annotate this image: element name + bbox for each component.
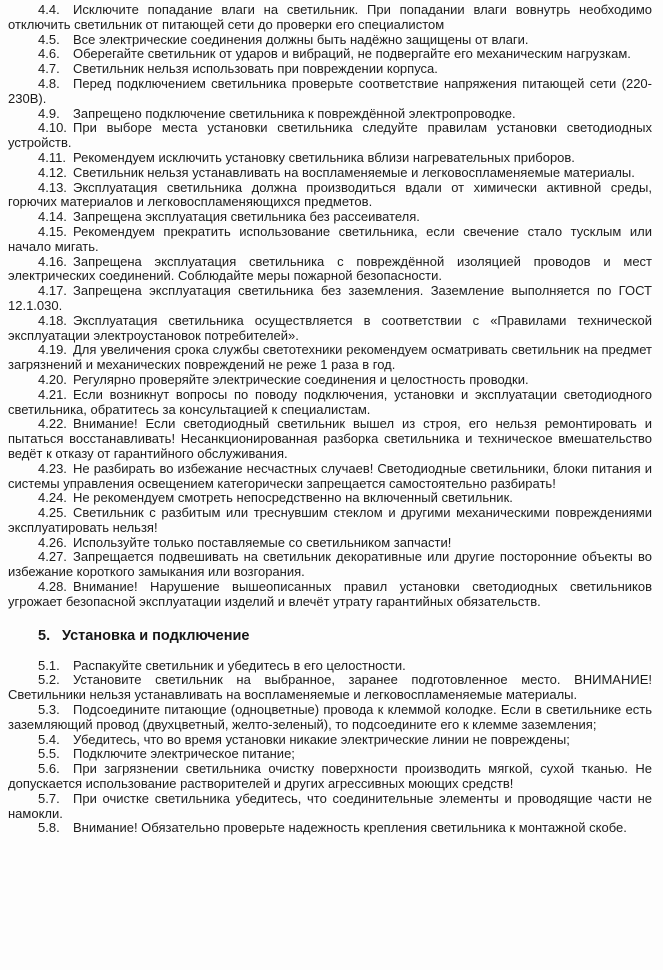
item-text: Распакуйте светильник и убедитесь в его целостности. [73,657,406,673]
instruction-item [8,33,652,48]
instruction-item [8,417,652,461]
item-text: Запрещена эксплуатация светильника без рассеивателя. [73,209,420,225]
item-text: При загрязнении светильника очистку поверхности производить мягкой, сухой тканью. Не допускается использование растворителей и других агрессивных моющих средств! [8,761,652,792]
item-text: Запрещена эксплуатация светильника с повреждённой изоляцией проводов и мест электрических соединений. Соблюдайте меры пожарной безопасности. [8,253,652,284]
item-number: 4.14. [38,209,67,225]
item-text: При очистке светильника убедитесь, что соединительные элементы и проводящие части не намокли. [8,790,652,821]
item-number: 4.22. [38,416,67,432]
item-number: 4.28. [38,579,67,595]
item-text: Используйте только поставляемые со светильником запчасти! [73,534,452,550]
item-text: Светильник с разбитым или треснувшим стеклом и другими механическими повреждениями эксплуатировать нельзя! [8,505,652,535]
instruction-item [8,747,652,762]
section-5-items [8,659,652,837]
item-number: 4.8. [38,75,60,91]
item-number: 4.17. [38,283,67,299]
item-text: Внимание! Обязательно проверьте надежность крепления светильника к монтажной скобе. [73,820,627,836]
item-text: Внимание! Нарушение вышеописанных правил установки светодиодных светильников угрожает безопасной эксплуатации изделий и влечёт утрату гарантийных обязательств. [8,579,652,609]
item-text: Не рекомендуем смотреть непосредственно на включенный светильник. [73,490,513,506]
instruction-item [8,388,652,418]
instruction-item [8,703,652,733]
instruction-item [8,462,652,492]
instruction-item [8,210,652,225]
item-number: 5.1. [38,657,60,673]
item-number: 4.20. [38,371,67,387]
item-text: Подключите электрическое питание; [73,746,295,762]
item-text: Запрещена эксплуатация светильника без заземления. Заземление выполняется по ГОСТ 12.1.030. [8,283,652,313]
section-5-title: Установка и подключение [62,627,250,644]
item-number: 4.27. [38,549,67,565]
item-text: Рекомендуем прекратить использование светильника, если свечение стало тусклым или начало мигать. [8,223,652,254]
instruction-item [8,314,652,344]
item-number: 4.12. [38,164,67,180]
instruction-item [8,550,652,580]
instruction-item [8,733,652,748]
instruction-item [8,792,652,822]
instruction-item [8,373,652,388]
section-5-heading [8,627,652,645]
instruction-item [8,343,652,373]
item-number: 4.18. [38,312,67,328]
item-text: При выборе места установки светильника следуйте правилам установки светодиодных устройств. [8,120,652,151]
instruction-item [8,491,652,506]
instruction-item [8,166,652,181]
item-number: 4.21. [38,386,67,402]
instruction-item [8,151,652,166]
section-5-number: 5. [38,627,51,644]
item-number: 5.8. [38,820,60,836]
item-number: 4.13. [38,179,67,195]
instruction-item [8,3,652,33]
item-text: Для увеличения срока службы светотехники рекомендуем осматривать светильник на предмет загрязнений и механических повреждений не реже 1 раза в год. [8,342,652,373]
item-number: 4.19. [38,342,67,358]
item-number: 4.6. [38,46,60,62]
item-text: Установите светильник на выбранное, заранее подготовленное место. ВНИМАНИЕ! Светильники нельзя устанавливать на воспламеняемые и легковоспламеняемые материалы. [8,672,652,703]
instruction-item [8,121,652,151]
instruction-item [8,62,652,77]
item-text: Светильник нельзя устанавливать на воспламеняемые и легковоспламеняемые материалы. [73,164,635,180]
item-text: Эксплуатация светильника должна производиться вдали от химически активной среды, горючих материалов и легковоспламеняющихся предметов. [8,179,652,210]
item-number: 4.26. [38,534,67,550]
item-text: Запрещается подвешивать на светильник декоративные или другие посторонние объекты во избежание короткого замыкания или возгорания. [8,549,652,580]
item-number: 4.5. [38,31,60,47]
item-text: Убедитесь, что во время установки никакие электрические линии не повреждены; [73,731,570,747]
instruction-item [8,821,652,836]
instruction-item [8,107,652,122]
item-text: Подсоедините питающие (одноцветные) провода к клеммой колодке. Если в светильнике есть заземляющий провод (двухцветный, желто-зеленый), то подсоедините его к клемме заземления; [8,702,652,732]
instruction-item [8,255,652,285]
item-number: 5.7. [38,790,60,806]
item-number: 4.9. [38,105,60,121]
instruction-item [8,225,652,255]
instruction-item [8,47,652,62]
item-number: 4.7. [38,61,60,77]
item-number: 4.10. [38,120,67,136]
item-number: 5.4. [38,731,60,747]
item-number: 5.5. [38,746,60,762]
item-number: 4.25. [38,505,67,521]
item-text: Регулярно проверяйте электрические соединения и целостность проводки. [73,371,529,387]
item-number: 4.16. [38,253,67,269]
instruction-item [8,284,652,314]
item-text: Не разбирать во избежание несчастных случаев! Светодиодные светильники, блоки питания и системы управления освещением категорически запрещается самостоятельно разбирать! [8,460,652,491]
item-text: Оберегайте светильник от ударов и вибраций, не подвергайте его механическим нагрузкам. [73,46,631,62]
item-number: 4.23. [38,460,67,476]
item-text: Эксплуатация светильника осуществляется в соответствии с «Правилами технической эксплуатации электроустановок потребителей». [8,312,652,343]
instruction-item [8,536,652,551]
item-text: Все электрические соединения должны быть надёжно защищены от влаги. [73,31,529,47]
instruction-item [8,580,652,610]
item-number: 4.15. [38,223,67,239]
instruction-item [8,673,652,703]
item-text: Исключите попадание влаги на светильник. При попадании влаги вовнутрь необходимо отключить светильник от питающей сети до проверки его специалистом [8,2,652,32]
instruction-item [8,77,652,107]
instruction-item [8,506,652,536]
item-number: 5.2. [38,672,60,688]
item-text: Перед подключением светильника проверьте соответствие напряжения питающей сети (220-230В). [8,75,652,106]
item-number: 5.3. [38,702,60,718]
item-number: 4.4. [38,2,60,17]
item-text: Рекомендуем исключить установку светильника вблизи нагревательных приборов. [73,149,575,165]
section-4-items [8,3,652,610]
instruction-item [8,762,652,792]
item-number: 4.24. [38,490,67,506]
item-text: Запрещено подключение светильника к повреждённой электропроводке. [73,105,516,121]
instruction-item [8,659,652,674]
item-text: Внимание! Если светодиодный светильник вышел из строя, его нельзя ремонтировать и пытаться восстанавливать! Несанкционированная разборка светильника и техническое вмешательство ведёт к отказу от гарантийного обслуживания. [8,416,652,461]
item-text: Если возникнут вопросы по поводу подключения, установки и эксплуатации светодиодного светильника, обратитесь за консультацией к специалистам. [8,386,652,417]
instruction-item [8,181,652,211]
item-number: 4.11. [38,149,66,165]
item-number: 5.6. [38,761,60,777]
item-text: Светильник нельзя использовать при повреждении корпуса. [73,61,438,77]
